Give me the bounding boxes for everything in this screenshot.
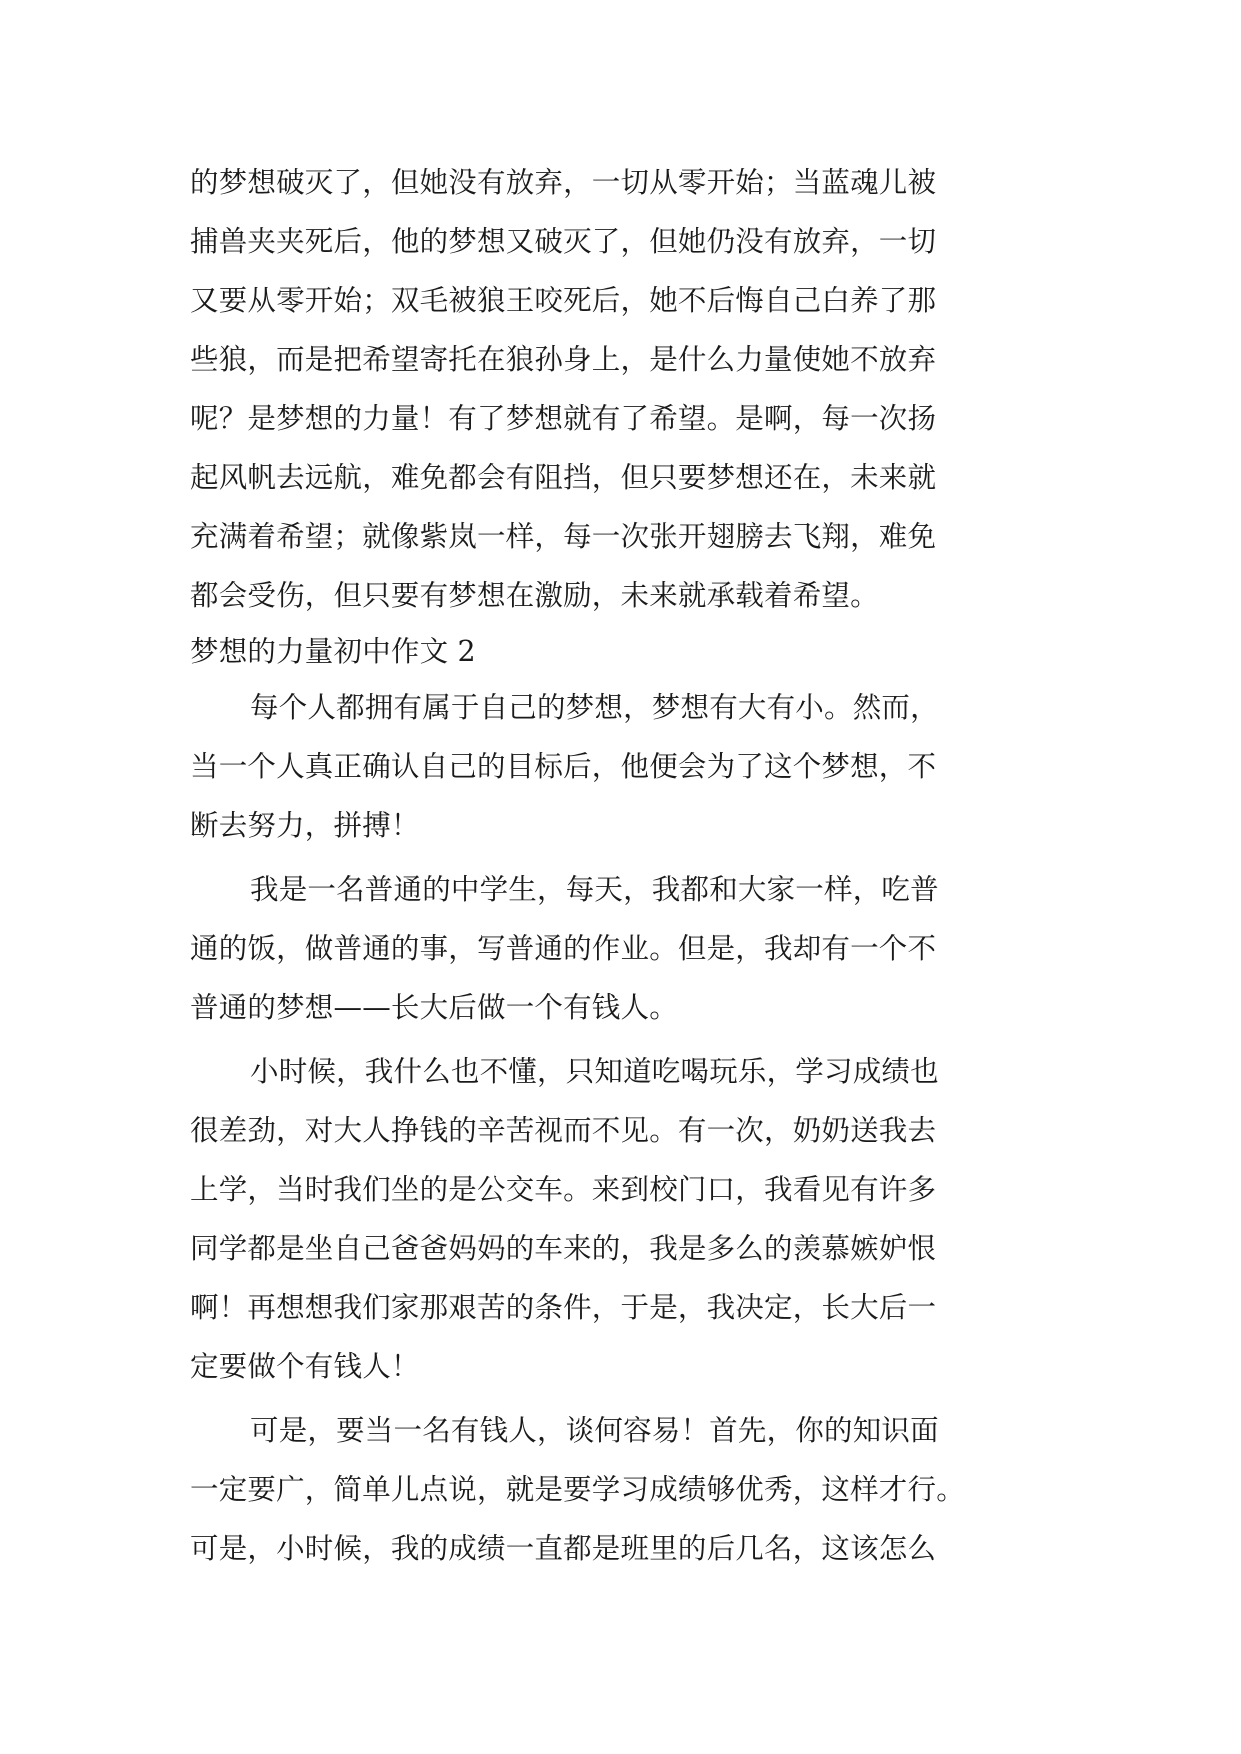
text-line: 捕兽夹夹死后，他的梦想又破灭了，但她仍没有放弃，一切 <box>190 225 937 258</box>
text-line: 可是，小时候，我的成绩一直都是班里的后几名，这该怎么 <box>190 1532 937 1565</box>
text-line: 小时候，我什么也不懂，只知道吃喝玩乐，学习成绩也 <box>250 1055 939 1088</box>
text-line: 呢？是梦想的力量！有了梦想就有了希望。是啊，每一次扬 <box>190 402 937 435</box>
text-line: 同学都是坐自己爸爸妈妈的车来的，我是多么的羡慕嫉妒恨 <box>190 1232 937 1265</box>
text-line: 的梦想破灭了，但她没有放弃，一切从零开始；当蓝魂儿被 <box>190 166 937 199</box>
text-line: 起风帆去远航，难免都会有阻挡，但只要梦想还在，未来就 <box>190 461 937 494</box>
text-line: 些狼，而是把希望寄托在狼孙身上，是什么力量使她不放弃 <box>190 343 937 376</box>
text-line: 都会受伤，但只要有梦想在激励，未来就承载着希望。 <box>190 579 879 612</box>
text-line: 普通的梦想——长大后做一个有钱人。 <box>190 991 678 1024</box>
text-line: 可是，要当一名有钱人，谈何容易！首先，你的知识面 <box>250 1414 939 1447</box>
text-line: 上学，当时我们坐的是公交车。来到校门口，我看见有许多 <box>190 1173 937 1206</box>
text-line: 当一个人真正确认自己的目标后，他便会为了这个梦想，不 <box>190 750 937 783</box>
text-line: 定要做个有钱人！ <box>190 1350 420 1383</box>
text-line: 又要从零开始；双毛被狼王咬死后，她不后悔自己白养了那 <box>190 284 937 317</box>
text-line: 一定要广，简单儿点说，就是要学习成绩够优秀，这样才行。 <box>190 1473 965 1506</box>
text-line: 我是一名普通的中学生，每天，我都和大家一样，吃普 <box>250 873 939 906</box>
text-line: 断去努力，拼搏！ <box>190 809 420 842</box>
text-line: 通的饭，做普通的事，写普通的作业。但是，我却有一个不 <box>190 932 937 965</box>
text-line: 每个人都拥有属于自己的梦想，梦想有大有小。然而， <box>250 691 939 724</box>
text-line: 啊！再想想我们家那艰苦的条件，于是，我决定，长大后一 <box>190 1291 937 1324</box>
text-line: 充满着希望；就像紫岚一样，每一次张开翅膀去飞翔，难免 <box>190 520 937 553</box>
text-line: 很差劲，对大人挣钱的辛苦视而不见。有一次，奶奶送我去 <box>190 1114 937 1147</box>
section-heading: 梦想的力量初中作文 2 <box>190 635 476 668</box>
